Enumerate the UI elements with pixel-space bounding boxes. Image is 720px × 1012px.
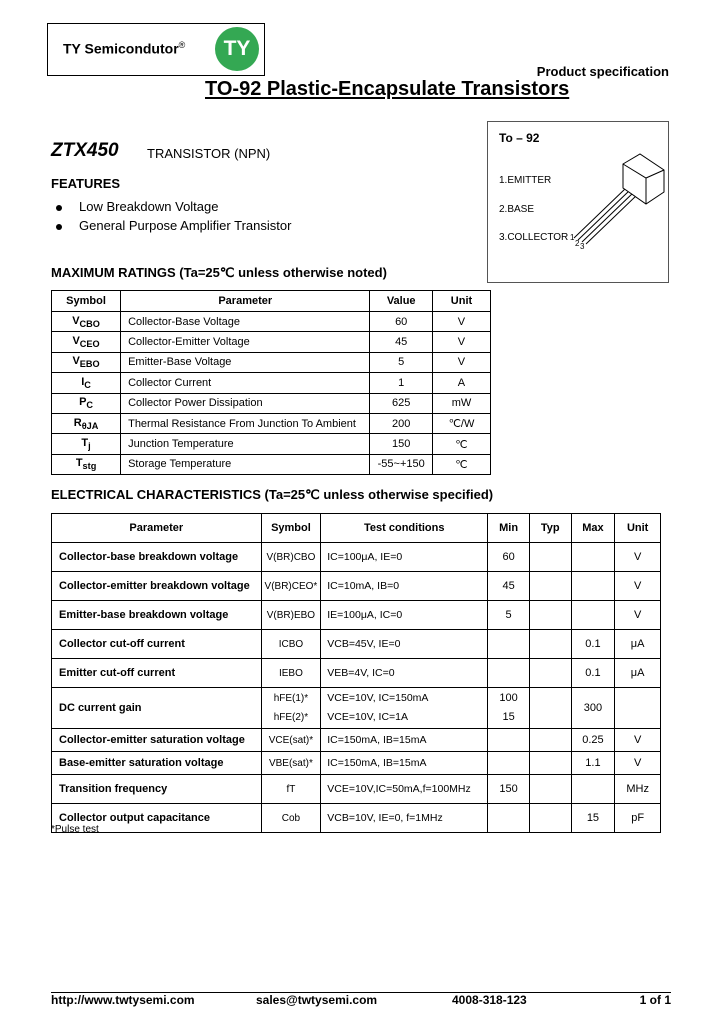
unit-cell: μA	[615, 630, 661, 659]
parameter-cell: Junction Temperature	[121, 434, 370, 454]
spec-label: Product specification	[536, 64, 669, 79]
parameter-cell: DC current gain	[52, 688, 262, 729]
min-cell	[488, 630, 530, 659]
part-type: TRANSISTOR (NPN)	[147, 146, 271, 161]
package-box	[487, 121, 669, 283]
min-cell	[488, 752, 530, 775]
footer-url[interactable]: http://www.twtysemi.com	[51, 993, 195, 1007]
column-header: Unit	[432, 291, 490, 312]
max-ratings-table	[51, 290, 491, 475]
value-cell: 200	[370, 413, 433, 433]
pin-label-emitter: 1.EMITTER	[499, 175, 552, 186]
symbol-cell: V(BR)CBO	[261, 543, 321, 572]
min-cell: 45	[488, 572, 530, 601]
footer-phone: 4008-318-123	[452, 993, 527, 1007]
unit-cell: V	[432, 312, 490, 332]
max-cell: 0.25	[571, 729, 615, 752]
table-row	[52, 312, 491, 332]
condition-cell: VEB=4V, IC=0	[321, 659, 488, 688]
condition-cell: IC=150mA, IB=15mA	[321, 752, 488, 775]
parameter-cell: Emitter cut-off current	[52, 659, 262, 688]
min-cell: 60	[488, 543, 530, 572]
parameter-cell: Collector Current	[121, 373, 370, 393]
column-header: Max	[571, 514, 615, 543]
table-row	[52, 393, 491, 413]
value-cell: 625	[370, 393, 433, 413]
parameter-cell: Collector output capacitance	[52, 804, 262, 833]
table-header-row	[52, 514, 661, 543]
table-row	[52, 752, 661, 775]
table-row	[52, 543, 661, 572]
typ-cell	[529, 775, 571, 804]
parameter-cell: Collector-base breakdown voltage	[52, 543, 262, 572]
symbol-cell: V(BR)CEO*	[261, 572, 321, 601]
typ-cell	[529, 729, 571, 752]
unit-cell: ℃/W	[432, 413, 490, 433]
value-cell: -55~+150	[370, 454, 433, 474]
table-row	[52, 729, 661, 752]
table-row	[52, 413, 491, 433]
condition-cell: VCB=45V, IE=0	[321, 630, 488, 659]
parameter-cell: Transition frequency	[52, 775, 262, 804]
condition-cell: IC=10mA, IB=0	[321, 572, 488, 601]
pin-number: 3	[580, 242, 585, 251]
features-heading: FEATURES	[51, 176, 121, 191]
footer-page-number: 1 of 1	[639, 993, 671, 1007]
feature-item: General Purpose Amplifier Transistor	[53, 218, 291, 233]
table-row	[52, 332, 491, 352]
table-row	[52, 352, 491, 372]
symbol-cell: $V_{CBO}$	[52, 312, 121, 332]
symbol-cell: fT	[261, 775, 321, 804]
column-header: Unit	[615, 514, 661, 543]
symbol-cell: VCE(sat)*	[261, 729, 321, 752]
electrical-heading: ELECTRICAL CHARACTERISTICS (Ta=25℃ unless otherwise specified)	[51, 487, 494, 502]
condition-cell: VCB=10V, IE=0, f=1MHz	[321, 804, 488, 833]
symbol-cell: $P_C$	[52, 393, 121, 413]
max-cell	[571, 601, 615, 630]
unit-cell: MHz	[615, 775, 661, 804]
typ-cell	[529, 752, 571, 775]
table-header-row	[52, 291, 491, 312]
value-cell: 5	[370, 352, 433, 372]
condition-cell: IC=150mA, IB=15mA	[321, 729, 488, 752]
parameter-cell: Thermal Resistance From Junction To Ambient	[121, 413, 370, 433]
unit-cell	[615, 688, 661, 729]
min-cell	[488, 659, 530, 688]
to92-package-icon	[568, 152, 668, 252]
table-row	[52, 434, 491, 454]
unit-cell: V	[615, 572, 661, 601]
parameter-cell: Collector-Emitter Voltage	[121, 332, 370, 352]
symbol-cell: hFE(1)* hFE(2)*	[261, 688, 321, 729]
typ-cell	[529, 688, 571, 729]
typ-cell	[529, 601, 571, 630]
symbol-cell: $V_{CEO}$	[52, 332, 121, 352]
typ-cell	[529, 630, 571, 659]
table-row	[52, 688, 661, 729]
table-row	[52, 601, 661, 630]
unit-cell: ℃	[432, 454, 490, 474]
typ-cell	[529, 543, 571, 572]
max-cell: 300	[571, 688, 615, 729]
symbol-cell: $T_{stg}$	[52, 454, 121, 474]
part-number: ZTX450	[51, 140, 119, 161]
unit-cell: V	[615, 729, 661, 752]
symbol-cell: $I_C$	[52, 373, 121, 393]
electrical-table	[51, 513, 661, 833]
table-row	[52, 454, 491, 474]
symbol-cell: $T_j$	[52, 434, 121, 454]
pin-label-base: 2.BASE	[499, 204, 535, 215]
condition-cell: IC=100μA, IE=0	[321, 543, 488, 572]
package-title: To – 92	[499, 131, 540, 145]
column-header: Parameter	[52, 514, 262, 543]
pin-number: 2	[575, 239, 580, 248]
parameter-cell: Emitter-base breakdown voltage	[52, 601, 262, 630]
value-cell: 150	[370, 434, 433, 454]
max-cell	[571, 572, 615, 601]
max-cell	[571, 543, 615, 572]
parameter-cell: Collector cut-off current	[52, 630, 262, 659]
table-row	[52, 373, 491, 393]
symbol-cell: ICBO	[261, 630, 321, 659]
column-header: Test conditions	[321, 514, 488, 543]
symbol-cell: $V_{EBO}$	[52, 352, 121, 372]
unit-cell: ℃	[432, 434, 490, 454]
value-cell: 1	[370, 373, 433, 393]
column-header: Value	[370, 291, 433, 312]
typ-cell	[529, 659, 571, 688]
min-cell	[488, 729, 530, 752]
bullet-icon	[56, 205, 62, 211]
typ-cell	[529, 572, 571, 601]
symbol-cell: $R_{\theta JA}$	[52, 413, 121, 433]
unit-cell: μA	[615, 659, 661, 688]
symbol-cell: V(BR)EBO	[261, 601, 321, 630]
company-name: TY Semicondutor®	[63, 40, 186, 57]
bullet-icon	[56, 224, 62, 230]
min-cell: 100 15	[488, 688, 530, 729]
column-header: Parameter	[121, 291, 370, 312]
table-row	[52, 572, 661, 601]
company-header-box	[47, 23, 265, 76]
pin-number: 1	[570, 233, 575, 242]
min-cell	[488, 804, 530, 833]
parameter-cell: Storage Temperature	[121, 454, 370, 474]
feature-item: Low Breakdown Voltage	[53, 199, 218, 214]
column-header: Typ	[529, 514, 571, 543]
unit-cell: pF	[615, 804, 661, 833]
unit-cell: A	[432, 373, 490, 393]
min-cell: 150	[488, 775, 530, 804]
column-header: Min	[488, 514, 530, 543]
unit-cell: V	[432, 352, 490, 372]
max-cell: 0.1	[571, 659, 615, 688]
table-row	[52, 804, 661, 833]
column-header: Symbol	[52, 291, 121, 312]
condition-cell: VCE=10V,IC=50mA,f=100MHz	[321, 775, 488, 804]
table-row	[52, 659, 661, 688]
max-ratings-heading: MAXIMUM RATINGS (Ta=25℃ unless otherwise noted)	[51, 265, 387, 280]
symbol-cell: Cob	[261, 804, 321, 833]
max-cell: 1.1	[571, 752, 615, 775]
parameter-cell: Emitter-Base Voltage	[121, 352, 370, 372]
max-cell: 0.1	[571, 630, 615, 659]
condition-cell: IE=100μA, IC=0	[321, 601, 488, 630]
parameter-cell: Collector-Base Voltage	[121, 312, 370, 332]
unit-cell: V	[615, 752, 661, 775]
value-cell: 45	[370, 332, 433, 352]
parameter-cell: Collector-emitter saturation voltage	[52, 729, 262, 752]
page-title: TO-92 Plastic-Encapsulate Transistors	[205, 78, 570, 100]
company-logo: TY	[215, 27, 259, 71]
pulse-test-note: *Pulse test	[51, 824, 99, 835]
max-cell: 15	[571, 804, 615, 833]
unit-cell: V	[615, 601, 661, 630]
table-row	[52, 775, 661, 804]
min-cell: 5	[488, 601, 530, 630]
parameter-cell: Base-emitter saturation voltage	[52, 752, 262, 775]
unit-cell: V	[615, 543, 661, 572]
unit-cell: mW	[432, 393, 490, 413]
max-cell	[571, 775, 615, 804]
symbol-cell: IEBO	[261, 659, 321, 688]
footer-email[interactable]: sales@twtysemi.com	[256, 993, 378, 1007]
pin-label-collector: 3.COLLECTOR	[499, 232, 569, 243]
table-row	[52, 630, 661, 659]
value-cell: 60	[370, 312, 433, 332]
column-header: Symbol	[261, 514, 321, 543]
registered-mark: ®	[178, 40, 186, 50]
typ-cell	[529, 804, 571, 833]
condition-cell: VCE=10V, IC=150mA VCE=10V, IC=1A	[321, 688, 488, 729]
parameter-cell: Collector Power Dissipation	[121, 393, 370, 413]
unit-cell: V	[432, 332, 490, 352]
parameter-cell: Collector-emitter breakdown voltage	[52, 572, 262, 601]
symbol-cell: VBE(sat)*	[261, 752, 321, 775]
